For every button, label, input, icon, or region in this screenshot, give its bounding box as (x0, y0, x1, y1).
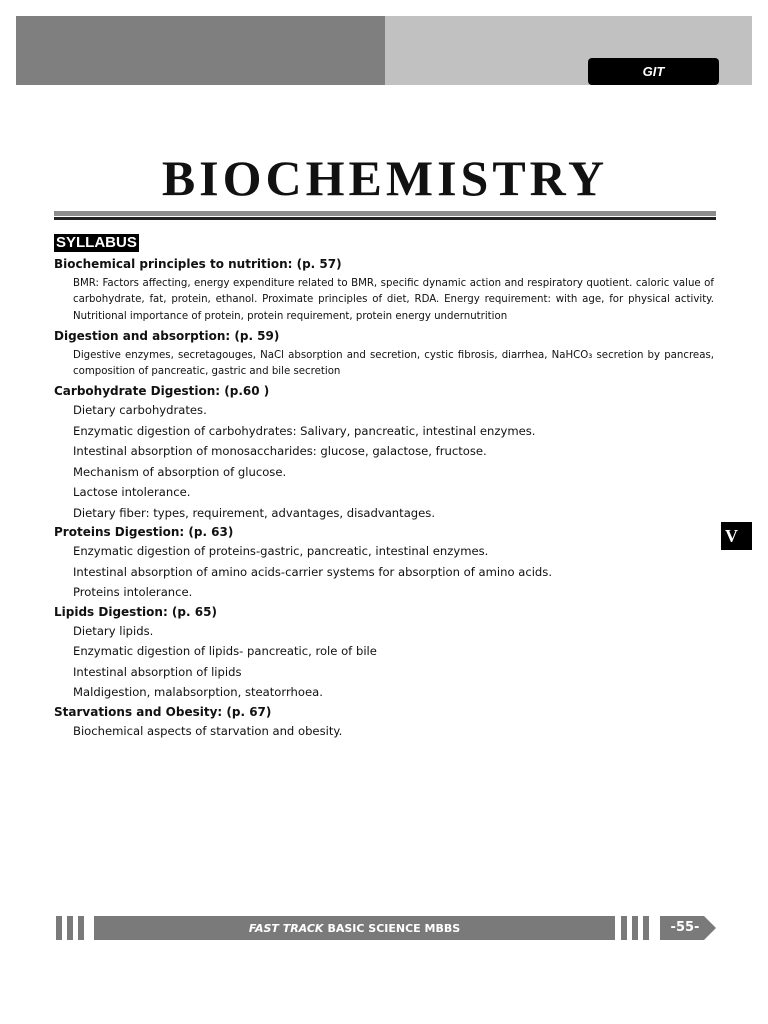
page-title: BIOCHEMISTRY (161, 150, 609, 206)
list-item: Biochemical aspects of starvation and obesity. (73, 723, 343, 738)
list-item: Intestinal absorption of lipids (73, 664, 242, 679)
header-band-dark (16, 16, 385, 85)
list-item: Dietary lipids. (73, 623, 154, 638)
footer-stripe (56, 916, 62, 940)
section-badge: GIT (588, 58, 719, 85)
list-item: Lactose intolerance. (73, 485, 191, 500)
section-proteins-digestion (54, 523, 714, 603)
topic-list (54, 621, 714, 703)
list-item: Enzymatic digestion of lipids- pancreatic, role of bile (73, 644, 377, 659)
section-nutrition (54, 255, 714, 325)
section-title: Starvations and Obesity: (p. 67) (54, 704, 272, 719)
section-starvation-obesity (54, 703, 714, 742)
syllabus-content (54, 255, 714, 741)
section-lipids-digestion (54, 603, 714, 703)
section-title: Biochemical principles to nutrition: (p. 57) (54, 257, 342, 271)
footer-title-band (94, 916, 615, 940)
title-rule-grey (54, 211, 716, 216)
footer-stripe (67, 916, 73, 940)
footer-stripe (78, 916, 84, 940)
section-carbohydrate-digestion (54, 382, 714, 523)
list-item: Intestinal absorption of monosaccharides: glucose, galactose, fructose. (73, 444, 487, 459)
section-paragraph: BMR: Factors affecting, energy expenditure related to BMR, specific dynamic action and respiratory quotient. caloric value of carbohydrate, fat, protein, ethanol. Proximate principles of diet, RDA. Energy requirement: with age, for physical activity. Nutritional importance of protein, protein requirement, protein energy undernutrition (73, 278, 714, 322)
footer-stripe (643, 916, 649, 940)
section-title: Lipids Digestion: (p. 65) (54, 604, 217, 619)
footer-fast-track: FAST TRACK (248, 921, 324, 935)
topic-list (54, 400, 714, 523)
list-item: Maldigestion, malabsorption, steatorrhoea. (73, 685, 323, 700)
topic-list (54, 721, 714, 742)
unit-tab: V (721, 522, 752, 550)
section-title: Carbohydrate Digestion: (p.60 ) (54, 384, 270, 399)
list-item: Enzymatic digestion of carbohydrates: Salivary, pancreatic, intestinal enzymes. (73, 423, 536, 438)
title-rule-black (54, 217, 716, 220)
footer-book-title: BASIC SCIENCE MBBS (327, 921, 461, 935)
footer-stripe (632, 916, 638, 940)
footer-stripe (621, 916, 627, 940)
list-item: Intestinal absorption of amino acids-carrier systems for absorption of amino acids. (73, 564, 553, 579)
page-number-badge (660, 916, 716, 940)
list-item: Mechanism of absorption of glucose. (73, 464, 287, 479)
list-item: Proteins intolerance. (73, 585, 193, 600)
section-title: Proteins Digestion: (p. 63) (54, 525, 234, 540)
section-title: Digestion and absorption: (p. 59) (54, 328, 280, 343)
list-item: Enzymatic digestion of proteins-gastric, pancreatic, intestinal enzymes. (73, 544, 489, 559)
section-digestion-absorption (54, 327, 714, 381)
list-item: Dietary fiber: types, requirement, advantages, disadvantages. (73, 505, 436, 520)
page-number: -55- (670, 920, 700, 935)
list-item: Dietary carbohydrates. (73, 403, 207, 418)
topic-list (54, 541, 714, 603)
section-paragraph: Digestive enzymes, secretagouges, NaCl absorption and secretion, cystic fibrosis, diarrhea, NaHCO₃ secretion by pancreas, composition of pancreatic, gastric and bile secretion (73, 349, 714, 378)
syllabus-label: SYLLABUS (56, 234, 137, 251)
